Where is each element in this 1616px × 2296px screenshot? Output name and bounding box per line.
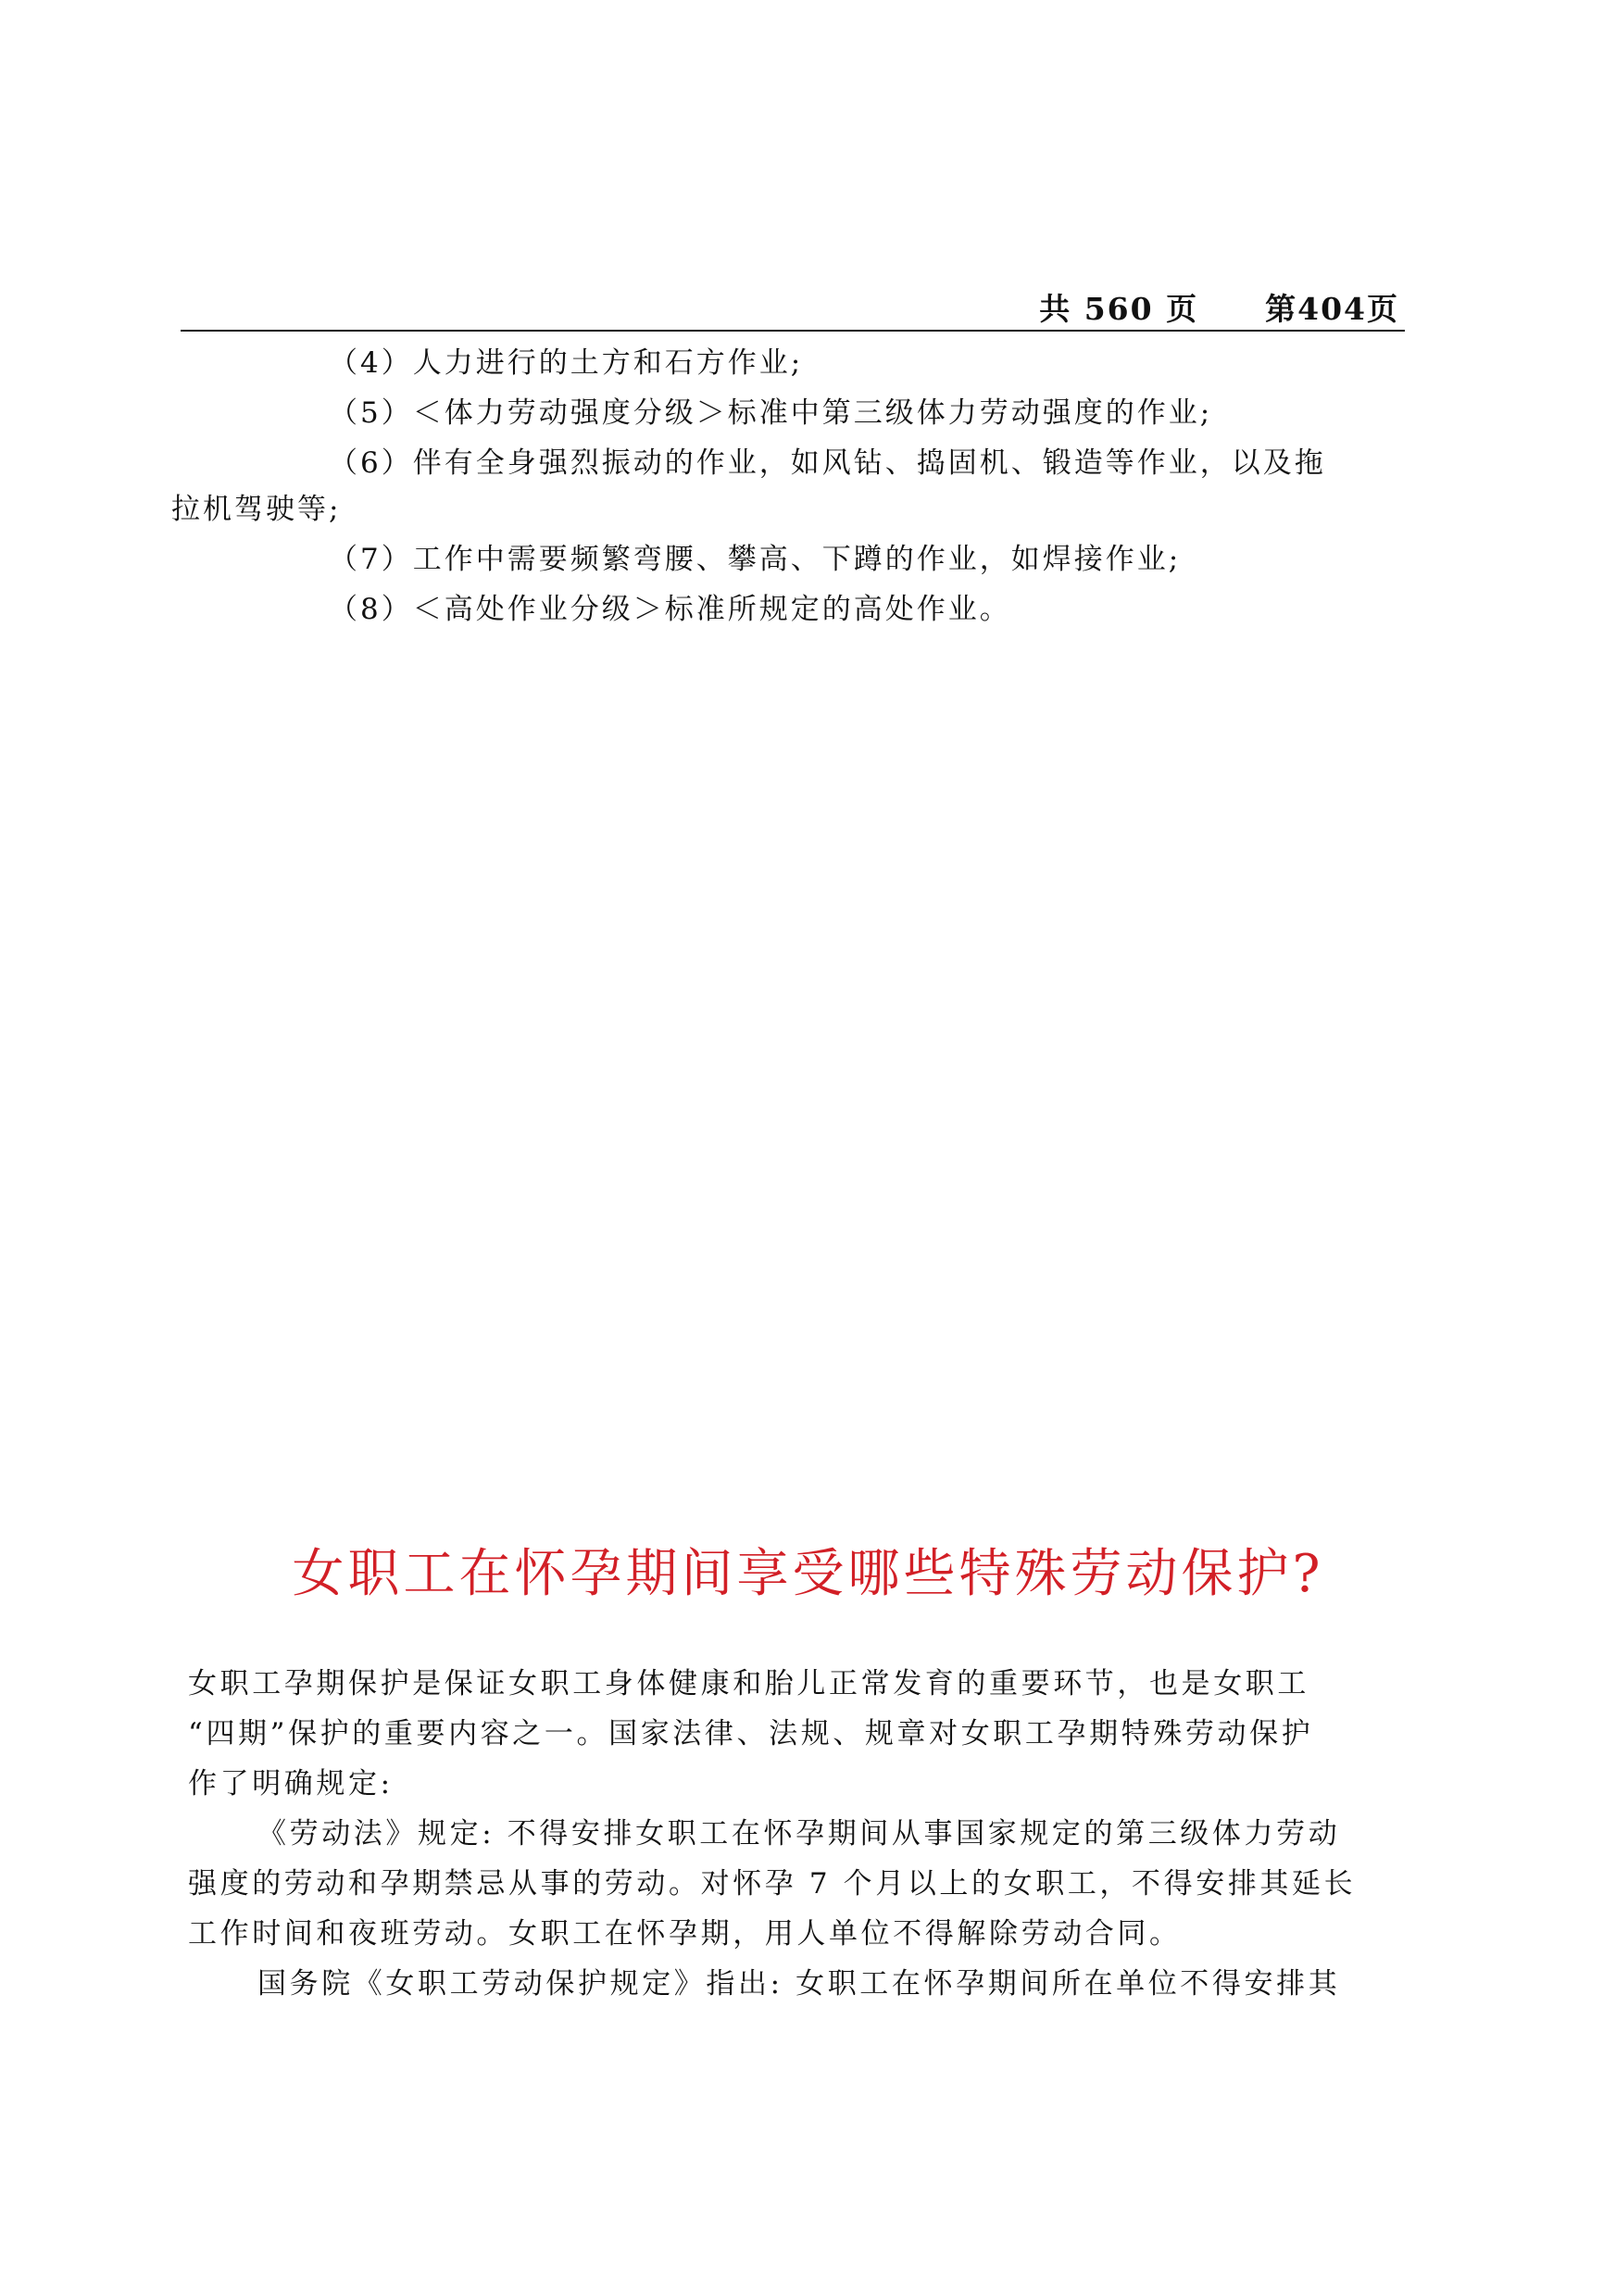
paragraph-line: 作了明确规定: bbox=[188, 1767, 394, 1800]
paragraph-line: 女职工孕期保护是保证女职工身体健康和胎儿正常发育的重要环节，也是女职工 bbox=[188, 1667, 1309, 1700]
paragraph-line: 国务院《女职工劳动保护规定》指出: 女职工在怀孕期间所在单位不得安排其 bbox=[257, 1967, 1341, 2001]
page-number bbox=[1039, 285, 1399, 329]
list-item: （7）工作中需要频繁弯腰、攀高、下蹲的作业，如焊接作业; bbox=[329, 543, 1182, 576]
list-item: （4）人力进行的土方和石方作业; bbox=[329, 346, 804, 380]
list-item: （8）＜高处作业分级＞标准所规定的高处作业。 bbox=[329, 593, 1011, 626]
list-item-continuation: 拉机驾驶等; bbox=[171, 493, 342, 526]
paragraph-line: 强度的劳动和孕期禁忌从事的劳动。对怀孕 7 个月以上的女职工，不得安排其延长 bbox=[188, 1867, 1357, 1901]
list-item: （6）伴有全身强烈振动的作业，如风钻、捣固机、锻造等作业，以及拖 bbox=[329, 446, 1326, 480]
paragraph-line: 《劳动法》规定: 不得安排女职工在怀孕期间从事国家规定的第三级体力劳动 bbox=[257, 1817, 1341, 1851]
total-pages: 共 560 页 bbox=[1039, 291, 1199, 327]
list-item: （5）＜体力劳动强度分级＞标准中第三级体力劳动强度的作业; bbox=[329, 396, 1213, 430]
current-page: 第404页 bbox=[1265, 291, 1399, 327]
paragraph-line: “四期”保护的重要内容之一。国家法律、法规、规章对女职工孕期特殊劳动保护 bbox=[188, 1717, 1314, 1750]
page-header bbox=[181, 283, 1405, 332]
paragraph-line: 工作时间和夜班劳动。女职工在怀孕期，用人单位不得解除劳动合同。 bbox=[188, 1917, 1182, 1951]
section-title: 女职工在怀孕期间享受哪些特殊劳动保护? bbox=[292, 1544, 1324, 1604]
